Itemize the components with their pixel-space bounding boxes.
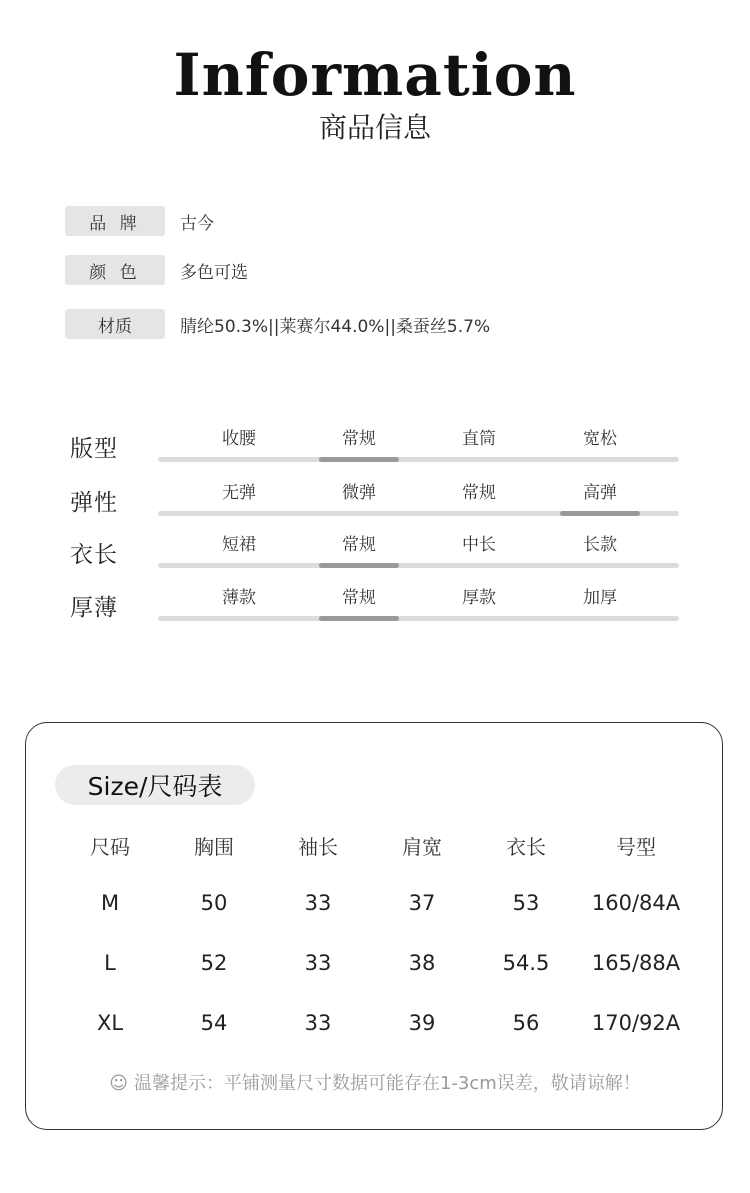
size-cell: 33: [304, 891, 332, 915]
size-cell: 38: [408, 951, 436, 975]
size-cell: 33: [304, 951, 332, 975]
attribute-option: 直筒: [462, 429, 496, 449]
size-cell: 54.5: [502, 951, 550, 975]
size-header-cell: 袖长: [298, 835, 338, 859]
attribute-selected-marker: [319, 457, 399, 462]
size-cell: 53: [512, 891, 540, 915]
info-row-material: [65, 309, 490, 339]
attribute-name: 版型: [70, 436, 118, 462]
attribute-option: 长款: [583, 535, 617, 555]
size-table-header: [58, 831, 694, 891]
attribute-name: 衣长: [70, 542, 118, 568]
attribute-row: [0, 424, 750, 464]
size-chart-card: [25, 722, 723, 1130]
info-value: 古今: [180, 213, 214, 234]
attribute-option: 厚款: [462, 588, 496, 608]
info-value: 多色可选: [180, 262, 248, 283]
attribute-option: 中长: [462, 535, 496, 555]
attribute-option: 常规: [462, 483, 496, 503]
attribute-selected-marker: [560, 511, 640, 516]
size-table-row: [58, 1011, 694, 1071]
size-cell: XL: [96, 1011, 124, 1035]
size-note-text: 温馨提示：平铺测量尺寸数据可能存在1-3cm误差，敬请谅解！: [133, 1073, 641, 1094]
info-row-brand: [65, 206, 214, 236]
page-title-en: Information: [173, 41, 577, 109]
size-cell: 37: [408, 891, 436, 915]
size-header-cell: 肩宽: [402, 835, 442, 859]
size-cell: 56: [512, 1011, 540, 1035]
attribute-option: 收腰: [222, 429, 256, 449]
info-label: 品 牌: [65, 206, 165, 236]
info-label: 颜 色: [65, 255, 165, 285]
size-header-cell: 号型: [616, 835, 656, 859]
size-table-row: [58, 951, 694, 1011]
size-header-cell: 尺码: [90, 835, 130, 859]
size-header-cell: 衣长: [506, 835, 546, 859]
size-table-row: [58, 891, 694, 951]
size-cell: L: [104, 951, 116, 975]
size-cell: 170/92A: [591, 1011, 681, 1035]
attribute-option: 微弹: [342, 483, 376, 503]
attribute-row: [0, 530, 750, 570]
attribute-track: [158, 616, 679, 621]
page-title-cn: 商品信息: [318, 111, 431, 144]
size-cell: 54: [200, 1011, 228, 1035]
size-note: [26, 1069, 724, 1095]
attribute-selected-marker: [319, 563, 399, 568]
attribute-selected-marker: [319, 616, 399, 621]
attribute-name: 弹性: [70, 490, 118, 516]
smile-icon: ☺: [109, 1073, 128, 1094]
attribute-row: [0, 583, 750, 623]
size-cell: 165/88A: [591, 951, 681, 975]
size-cell: M: [100, 891, 120, 915]
size-cell: 50: [200, 891, 228, 915]
attribute-option: 薄款: [222, 588, 256, 608]
size-cell: 33: [304, 1011, 332, 1035]
attribute-option: 无弹: [222, 483, 256, 503]
size-chart-title: Size/尺码表: [55, 765, 255, 805]
size-header-cell: 胸围: [194, 835, 234, 859]
attribute-option: 宽松: [583, 429, 617, 449]
attribute-option: 加厚: [583, 588, 617, 608]
size-cell: 39: [408, 1011, 436, 1035]
size-cell: 160/84A: [591, 891, 681, 915]
size-cell: 52: [200, 951, 228, 975]
attribute-track: [158, 457, 679, 462]
attribute-name: 厚薄: [70, 595, 118, 621]
attribute-option: 常规: [342, 588, 376, 608]
attribute-option: 短裙: [222, 535, 256, 555]
info-value: 腈纶50.3%||莱赛尔44.0%||桑蚕丝5.7%: [180, 316, 491, 337]
size-table: [58, 831, 694, 1071]
info-label: 材质: [65, 309, 165, 339]
attribute-option: 常规: [342, 429, 376, 449]
attribute-row: [0, 478, 750, 518]
info-row-color: [65, 255, 248, 285]
attribute-option: 常规: [342, 535, 376, 555]
attribute-option: 高弹: [583, 483, 617, 503]
attribute-track: [158, 563, 679, 568]
